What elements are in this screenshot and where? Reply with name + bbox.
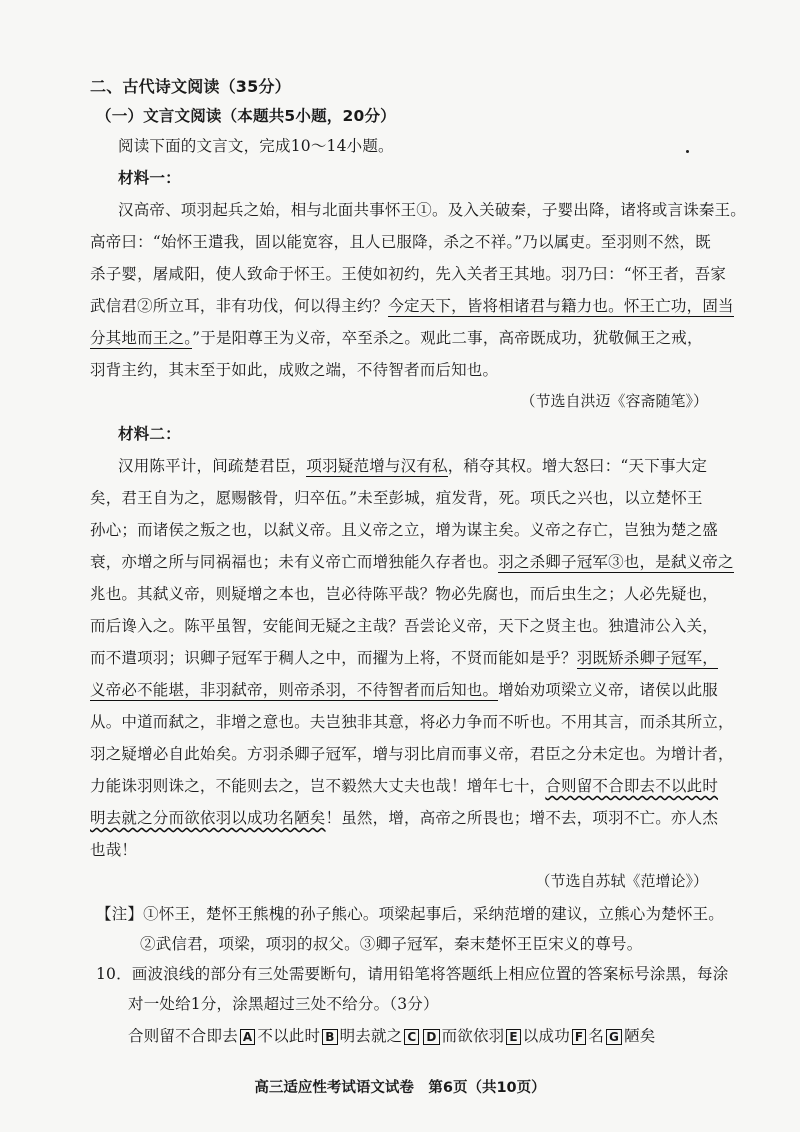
material2-text: 汉用陈平计，间疏楚君臣， [118,457,307,475]
material2-underlined-text: 羽之杀卿子冠军③也，是弑义帝之 [498,553,734,571]
segment-text: 而欲依羽 [441,1027,505,1045]
option-e-box[interactable]: E [506,1029,520,1045]
material1-line: 杀子婴，屠咸阳，使人致命于怀王。王使如初约，先入关者王其地。羽乃曰：“怀王者，吾家 [90,265,727,283]
subsection-title: （一）文言文阅读（本题共5小题，20分） [96,107,396,125]
material2-line: 从。中道而弑之，非增之意也。夫岂独非其意，将必力争而不听也。不用其言，而杀其所立， [90,713,734,731]
segment-text: 陋矣 [624,1027,656,1045]
page-footer: 高三适应性考试语文试卷 第6页（共10页） [254,1080,546,1096]
material2-text: 而不遣项羽；识卿子冠军于稠人之中，而擢为上将，不贤而能如是乎？ [90,649,577,667]
material2-underlined-text: 义帝必不能堪，非羽弑帝，则帝杀羽，不待智者而后知也。 [90,681,499,699]
option-a-box[interactable]: A [240,1029,256,1045]
material2-wavy-text: 明去就之分而欲依羽以成功名陋矣 [90,809,326,827]
option-c-box[interactable]: C [404,1029,419,1045]
material2-line [90,646,718,668]
note-line: 【注】①怀王，楚怀王熊槐的孙子熊心。项梁起事后，采纳范增的建议，立熊心为楚怀王。 [96,905,725,923]
segment-text: 明去就之 [339,1027,403,1045]
material2-text: ，稍夺其权。增大怒曰：“天下事大定 [447,457,708,475]
instruction-text: 阅读下面的文言文，完成10～14小题。 [118,137,394,155]
option-d-box[interactable]: D [423,1029,439,1045]
material1-text: ”于是阳尊王为义帝，卒至杀之。观此二事，高帝既成功，犹敬佩王之戒， [192,329,703,347]
option-f-box[interactable]: F [572,1029,586,1045]
note-line: ②武信君，项梁，项羽的叔父。③卿子冠军，秦末楚怀王臣宋义的尊号。 [140,935,643,953]
material2-line [90,774,718,796]
material2-line: 兆也。其弑义帝，则疑增之本也，岂必待陈平哉？物必先腐也，而后虫生之；人必先疑也， [90,585,719,603]
material2-line: 孙心；而诸侯之叛之也，以弑义帝。且义帝之立，增为谋主矣。义帝之存亡，岂独为楚之盛 [90,521,719,539]
material1-label: 材料一： [118,169,181,187]
material1-line: 羽背主约，其末至于如此，成败之端，不待智者而后知也。 [90,361,499,379]
question-10-options [128,1024,655,1046]
material2-line: 羽之疑增必自此始矣。方羽杀卿子冠军，增与羽比肩而事义帝，君臣之分未定也。为增计者， [90,745,734,763]
material1-source: （节选自洪迈《容斋随笔》） [520,392,708,410]
segment-text: 不以此时 [257,1027,321,1045]
material2-line: 也哉！ [90,841,138,859]
material2-line [90,806,718,828]
material1-line: 汉高帝、项羽起兵之始，相与北面共事怀王①。及入关破秦，子婴出降，诸将或言诛秦王。 [118,201,747,219]
material1-underlined-text: 分其地而王之。 [90,329,193,347]
material2-label: 材料二： [118,425,181,443]
material2-text: 衰，亦增之所与同祸福也；未有义帝亡而增独能久存者也。 [90,553,499,571]
question-10-text: 10．画波浪线的部分有三处需要断句，请用铅笔将答题纸上相应位置的答案标号涂黑，每涂 [96,965,729,983]
material2-line [90,678,718,700]
stray-mark [686,150,689,153]
material1-line [90,326,703,348]
material1-underlined-text: 今定天下，皆将相诸君与籍力也。怀王亡功，固当 [388,297,734,315]
option-g-box[interactable]: G [606,1029,622,1045]
material2-line: 矣，君王自为之，愿赐骸骨，归卒伍。”未至彭城，疽发背，死。项氏之兴也，以立楚怀王 [90,489,703,507]
material2-line: 而后谗入之。陈平虽智，安能间无疑之主哉？吾尝论义帝，天下之贤主也。独遣沛公入关， [90,617,719,635]
material2-text: 力能诛羽则诛之，不能则去之，岂不毅然大丈夫也哉！增年七十， [90,777,546,795]
material2-text: 增始劝项梁立义帝，诸侯以此服 [498,681,719,699]
segment-text: 合则留不合即去 [128,1027,238,1045]
material2-text: ！虽然，增，高帝之所畏也；增不去，项羽不亡。亦人杰 [325,809,719,827]
material2-underlined-text: 羽既矫杀卿子冠军， [576,649,719,667]
material2-underlined-text: 项羽疑范增与汉有私 [306,457,448,475]
material2-line [118,454,707,476]
section-title: 二、古代诗文阅读（35分） [90,77,291,96]
question-10-text: 对一处给1分，涂黑超过三处不给分。（3分） [128,995,439,1013]
material1-text: 武信君②所立耳，非有功伐，何以得主约？ [90,297,389,315]
option-b-box[interactable]: B [322,1029,337,1045]
material2-line [90,550,734,572]
segment-text: 名 [588,1027,605,1045]
material2-wavy-text: 合则留不合即去不以此时 [545,777,719,795]
segment-text: 以成功 [522,1027,570,1045]
material2-source: （节选自苏轼《范增论》） [535,872,708,890]
material1-line [90,294,734,316]
material1-line: 高帝曰：“始怀王遣我，固以能宽容，且人已服降，杀之不祥。”乃以属吏。至羽则不然，既 [90,233,711,251]
